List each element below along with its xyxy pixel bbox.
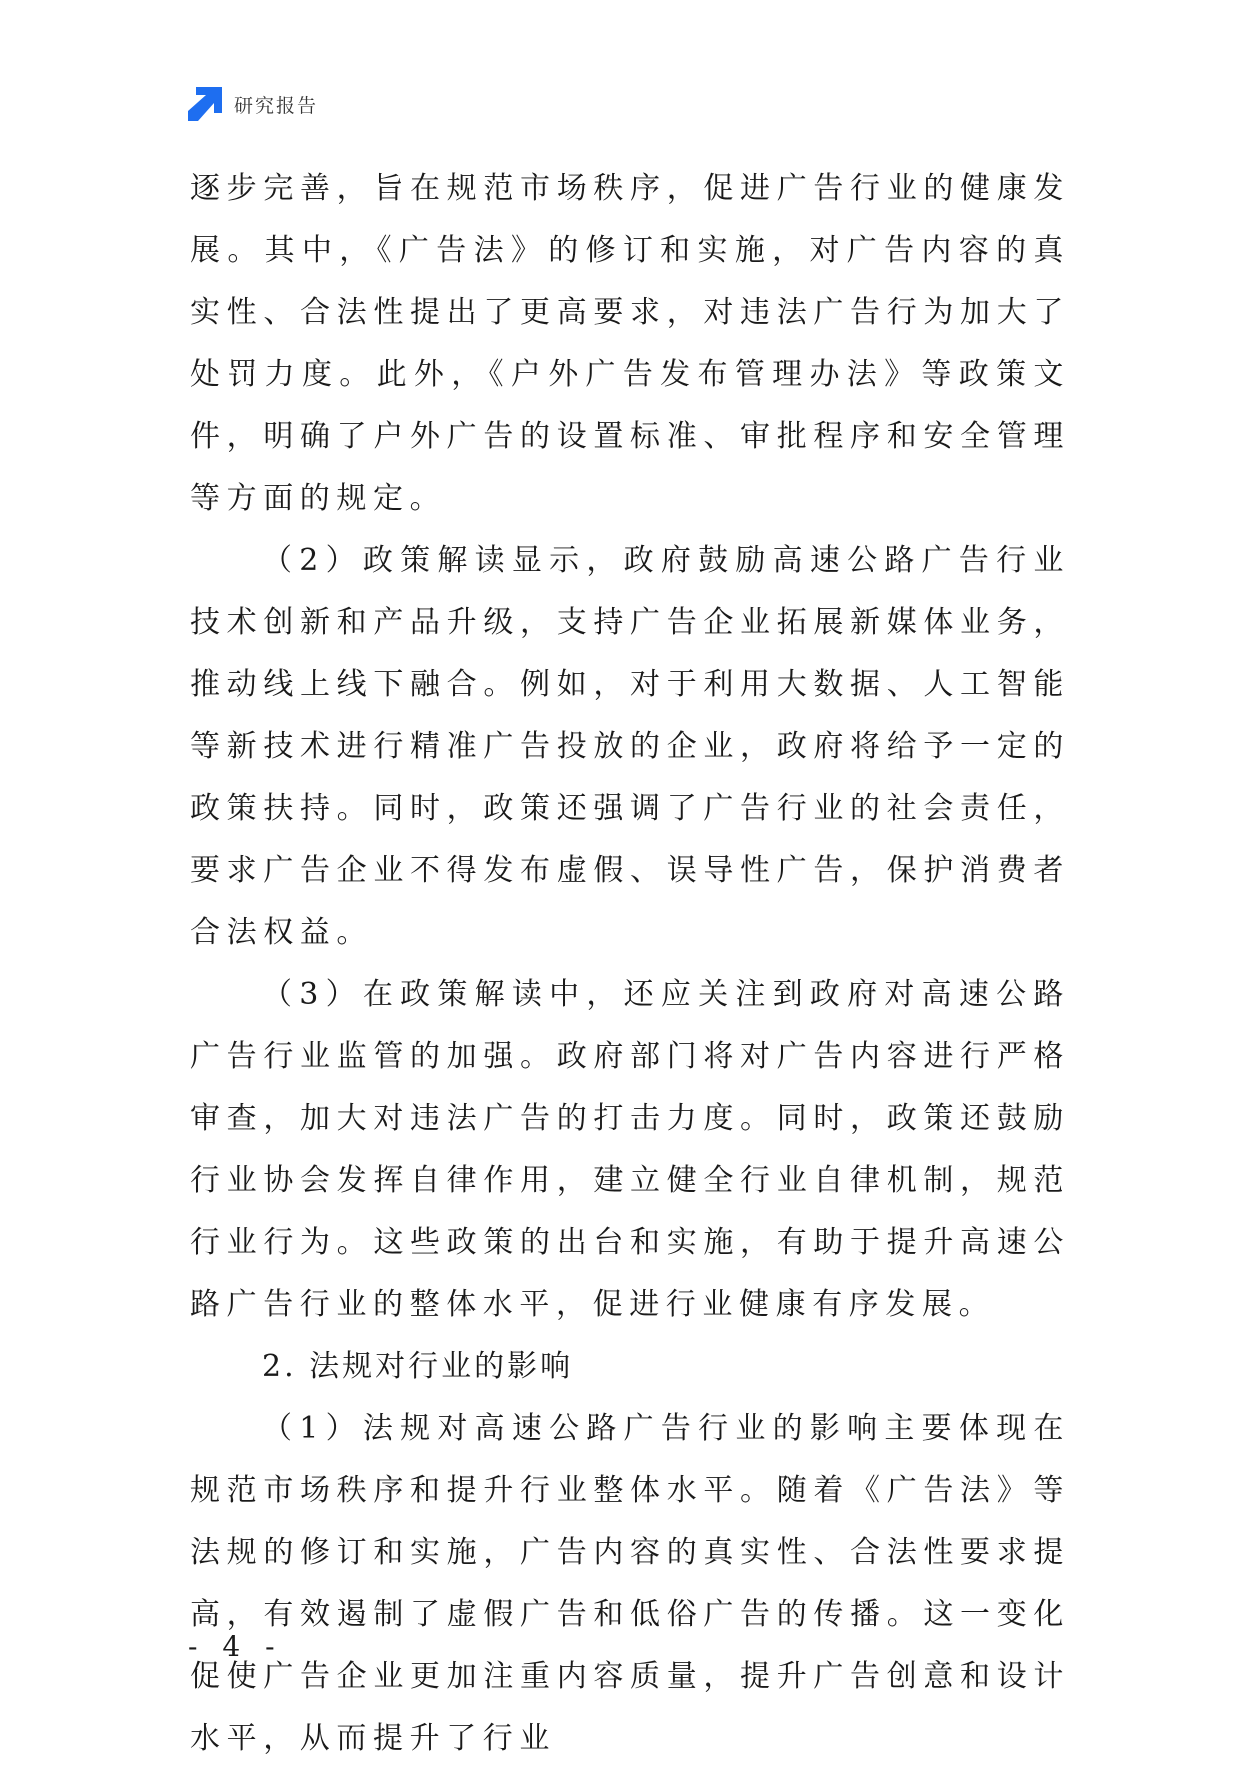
body-paragraph: （1）法规对高速公路广告行业的影响主要体现在规范市场秩序和提升行业整体水平。随着《广告法》等法规的修订和实施，广告内容的真实性、合法性要求提高，有效遏制了虚假广告和低俗广告的传播。这一变化促使广告企业更加注重内容质量，提升广告创意和设计水平，从而提升了行业 xyxy=(190,1411,1070,1756)
report-logo-icon xyxy=(188,87,222,121)
document-body xyxy=(190,158,1070,1770)
page-number: - 4 - xyxy=(188,1630,283,1663)
body-paragraph: （2）政策解读显示，政府鼓励高速公路广告行业技术创新和产品升级，支持广告企业拓展新媒体业务，推动线上线下融合。例如，对于利用大数据、人工智能等新技术进行精准广告投放的企业，政府将给予一定的政策扶持。同时，政策还强调了广告行业的社会责任，要求广告企业不得发布虚假、误导性广告，保护消费者合法权益。 xyxy=(190,543,1070,950)
body-paragraph: （3）在政策解读中，还应关注到政府对高速公路广告行业监管的加强。政府部门将对广告内容进行严格审查，加大对违法广告的打击力度。同时，政策还鼓励行业协会发挥自律作用，建立健全行业自律机制，规范行业行为。这些政策的出台和实施，有助于提升高速公路广告行业的整体水平，促进行业健康有序发展。 xyxy=(190,977,1070,1322)
body-paragraph: 逐步完善，旨在规范市场秩序，促进广告行业的健康发展。其中，《广告法》的修订和实施，对广告内容的真实性、合法性提出了更高要求，对违法广告行为加大了处罚力度。此外，《户外广告发布管理办法》等政策文件，明确了户外广告的设置标准、审批程序和安全管理等方面的规定。 xyxy=(190,171,1070,516)
section-heading: 2. 法规对行业的影响 xyxy=(262,1349,574,1384)
page-header xyxy=(188,86,318,122)
header-title: 研究报告 xyxy=(234,94,319,117)
